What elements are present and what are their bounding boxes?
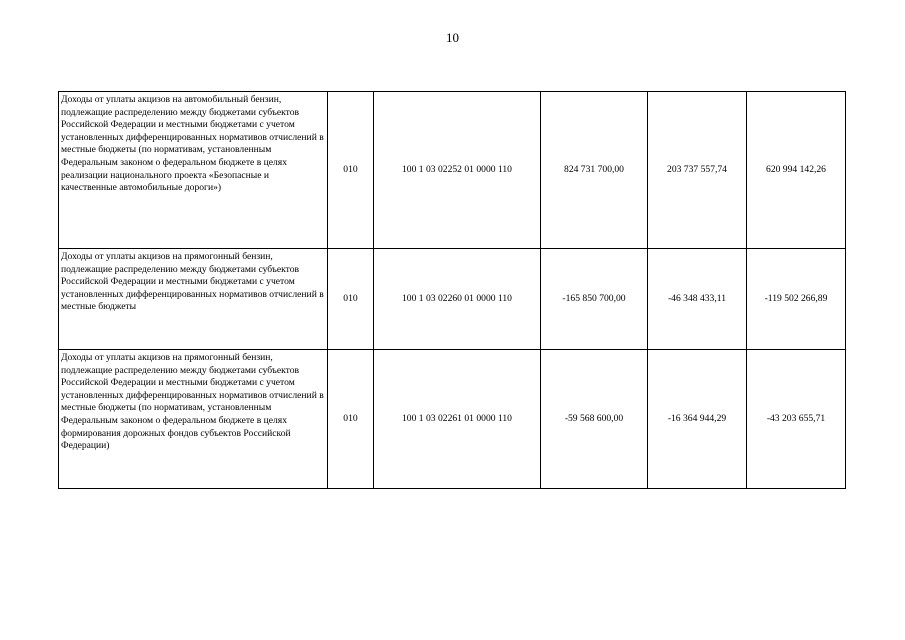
executed-amount: 203 737 557,74 (648, 92, 747, 249)
line-code: 010 (328, 249, 374, 350)
table-row (59, 92, 846, 249)
budget-classification-code: 100 1 03 02261 01 0000 110 (374, 350, 541, 489)
table-row (59, 350, 846, 489)
table-row (59, 249, 846, 350)
executed-amount: -16 364 944,29 (648, 350, 747, 489)
executed-amount: -46 348 433,11 (648, 249, 747, 350)
approved-amount: -59 568 600,00 (541, 350, 648, 489)
budget-classification-code: 100 1 03 02260 01 0000 110 (374, 249, 541, 350)
budget-revenue-table (58, 91, 846, 489)
line-code: 010 (328, 350, 374, 489)
revenue-description: Доходы от уплаты акцизов на автомобильный бензин, подлежащие распределению между бюджетами субъектов Российской Федерации и местными бюджетами с учетом установленных дифференцированных нормативов отчислений в местные бюджеты (по нормативам, установленным Федеральным законом о федеральном бюджете в целях реализации национального проекта «Безопасные и качественные автомобильные дороги») (59, 92, 328, 249)
budget-classification-code: 100 1 03 02252 01 0000 110 (374, 92, 541, 249)
approved-amount: -165 850 700,00 (541, 249, 648, 350)
page-number: 10 (446, 30, 459, 45)
revenue-description: Доходы от уплаты акцизов на прямогонный бензин, подлежащие распределению между бюджетами субъектов Российской Федерации и местными бюджетами с учетом установленных дифференцированных нормативов отчислений в местные бюджеты (по нормативам, установленным Федеральным законом о федеральном бюджете в целях формирования дорожных фондов субъектов Российской Федерации) (59, 350, 328, 489)
line-code: 010 (328, 92, 374, 249)
revenue-description: Доходы от уплаты акцизов на прямогонный бензин, подлежащие распределению между бюджетами субъектов Российской Федерации и местными бюджетами с учетом установленных дифференцированных нормативов отчислений в местные бюджеты (59, 249, 328, 350)
approved-amount: 824 731 700,00 (541, 92, 648, 249)
remaining-amount: -119 502 266,89 (747, 249, 846, 350)
remaining-amount: 620 994 142,26 (747, 92, 846, 249)
remaining-amount: -43 203 655,71 (747, 350, 846, 489)
